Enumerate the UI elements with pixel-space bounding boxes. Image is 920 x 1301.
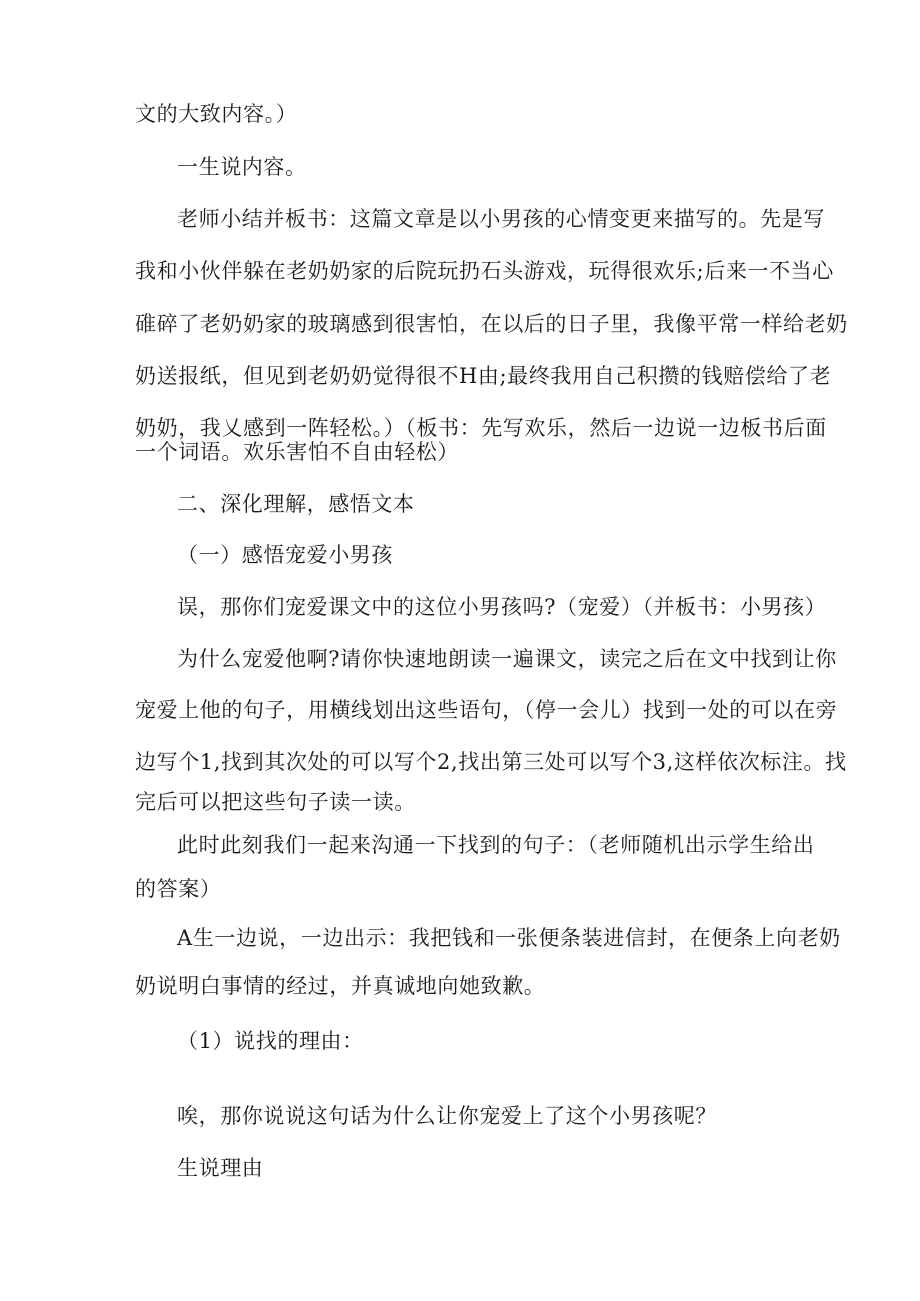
text-line-13: 宠爱上他的句子，用横线划出这些语句，（停一会儿）找到一处的可以在旁 <box>135 698 838 722</box>
text-line-12: 为什么宠爱他啊?请你快速地朗读一遍课文，读完之后在文中找到让你 <box>177 647 837 671</box>
subsection-heading: （一）感悟宠爱小男孩 <box>177 543 393 567</box>
text-line-5: 碓碎了老奶奶家的玻璃感到很害怕，在以后的日子里，我像平常一样给老奶 <box>135 312 848 336</box>
text-line-7: 奶奶，我乂感到一阵轻松。）（板书：先写欢乐，然后一边说一边板书后面 <box>135 416 827 440</box>
section-heading: 二、深化理解，感悟文本 <box>177 492 415 516</box>
text-line-19: 奶说明白事情的经过，并真诚地向她致歉。 <box>135 974 546 998</box>
text-line-2: 一生说内容。 <box>177 155 307 179</box>
text-line-4: 我和小伙伴躲在老奶奶家的后院玩扔石头游戏，玩得很欢乐;后来一不当心 <box>135 259 834 283</box>
text-line-17: 的答案） <box>135 877 222 901</box>
text-line-15: 完后可以把这些句子读一读。 <box>135 790 416 814</box>
text-line-22: 生说理由 <box>177 1156 264 1180</box>
text-line-1: 文的大致内容。） <box>135 102 298 126</box>
text-line-18: A生一边说，一边出示：我把钱和一张便条装进信封，在便条上向老奶 <box>177 926 841 950</box>
text-line-16: 此时此刻我们一起来沟通一下找到的句子：（老师随机出示学生给出 <box>177 833 815 857</box>
text-line-3: 老师小结并板书：这篇文章是以小男孩的心情变更来描写的。先是写 <box>177 207 825 231</box>
text-line-21: 唉，那你说说这句话为什么让你宠爱上了这个小男孩呢？ <box>177 1104 717 1128</box>
text-line-14: 边写个1,找到其次处的可以写个2,找出第三处可以写个3,这样依次标注。找 <box>135 750 847 774</box>
text-line-8: 一个词语。欢乐害怕不自由轻松） <box>135 440 459 464</box>
text-line-11: 误，那你们宠爱课文中的这位小男孩吗?（宠爱）（并板书：小男孩） <box>177 595 827 619</box>
text-line-20: （1）说找的理由： <box>177 1029 364 1053</box>
text-line-6: 奶送报纸，但见到老奶奶觉得很不H由;最终我用自己积攒的钱赔偿给了老 <box>135 364 832 388</box>
